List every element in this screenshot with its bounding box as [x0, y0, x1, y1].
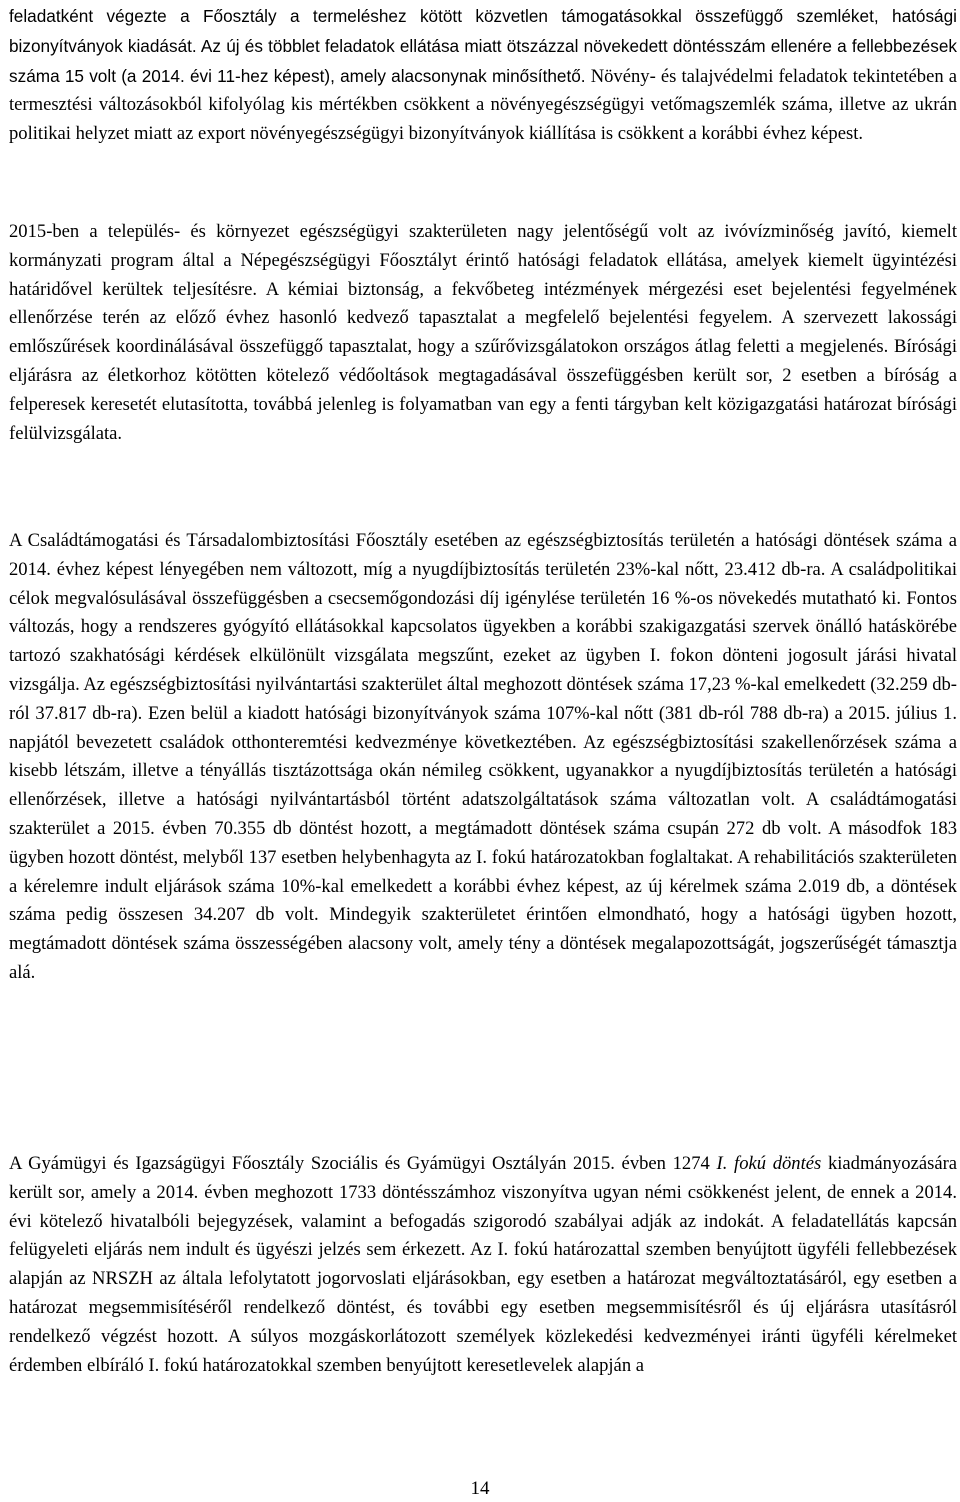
- paragraph-text-serif: Növény- és talajvédelmi feladatok tekintetében a termesztési változásokból kifolyólag kis mértékben csökkent a növényegészségügyi vetőmagszemlék száma, illetve az ukrán politikai helyzet miatt az export növényegészségügyi bizonyítványok kiállítása is csökkent a korábbi évhez képest.: [9, 65, 957, 145]
- paragraph-text-part-1: A Gyámügyi és Igazságügyi Főosztály Szociális és Gyámügyi Osztályán 2015. évben 1274: [9, 1153, 710, 1174]
- paragraph-text-part-2: kiadmányozására került sor, amely a 2014. évben meghozott 1733 döntésszámhoz viszonyítva ugyan némi csökkenést jelent, de ennek a 2014. évi kötelező hivatalbóli bejegyzések, valamint a befogadás szigorodó szabályai adják az indokát. A feladatellátás kapcsán felügyeleti eljárás nem indult és ügyészi jelzés sem érkezett. Az I. fokú határozattal szemben benyújtott ügyféli fellebbezések alapján az NRSZH az általa lefolytatott jogorvoslati eljárásokban, egy esetben a határozat megváltoztatásáról, egy esetben a határozat megsemmisítéséről rendelkező döntést, és további egy esetben megsemmisítésről és új eljárásra utasításról rendelkező végzést hozott. A súlyos mozgáskorlátozott személyek közlekedési kedvezményei iránti ügyféli kérelmeket érdemben elbíráló I. fokú határozatokkal szemben benyújtott keresetlevelek alapján a: [9, 1153, 958, 1376]
- paragraph-text-sans: feladatként végezte a Főosztály a termeléshez kötött közvetlen támogatásokkal összefüggő szemléket, hatósági bizonyítványok kiadását. Az új és többlet feladatok ellátása miatt ötszázzal növekedett döntésszám ellenére a fellebbezések száma 15 volt (a 2014. évi 11-hez képest), amely alacsonynak minősíthető.: [9, 6, 957, 86]
- paragraph-guardianship: [9, 1150, 957, 1380]
- paragraph-plant-health: [9, 2, 957, 149]
- paragraph-text: A Családtámogatási és Társadalombiztosítási Főosztály esetében az egészségbiztosítás területén a hatósági döntések száma a 2014. évhez képest lényegében nem változott, míg a nyugdíjbiztosítás területén 23%-kal nőtt, 23.412 db-ra. A családpolitikai célok megvalósulásával összefüggésben a csecsemőgondozási díj igénylése területén 16 %-os növekedés mutatható ki. Fontos változás, hogy a rendszeres gyógyító ellátásokkal kapcsolatos ügyekben a korábbi szakigazgatási szervek önálló hatáskörébe tartozó szakhatósági kérdések elkülönült vizsgálata megszűnt, ezeket az ügyben I. fokon dönteni jogosult járási hivatal vizsgálja. Az egészségbiztosítási nyilvántartási szakterület által meghozott döntések száma 17,23 %-kal emelkedett (32.259 db-ról 37.817 db-ra). Ezen belül a kiadott hatósági bizonyítványok száma 107%-kal nőtt (381 db-ról 788 db-ra) a 2015. július 1. napjától bevezetett családok otthonteremtési kedvezménye következtében. Az egészségbiztosítási szakellenőrzések száma a kisebb létszám, illetve a tényállás tisztázottsága okán némileg csökkent, ugyanakkor a nyugdíjbiztosítás területén a hatósági ellenőrzések, illetve a hatósági nyilvántartásból történt adatszolgáltatások száma változatlan volt. A családtámogatási szakterület a 2015. évben 70.355 db döntést hozott, a megtámadott döntések száma csupán 272 db volt. A másodfok 183 ügyben hozott döntést, melyből 137 esetben helybenhagyta az I. fokú határozatokban foglaltakat. A rehabilitációs szakterületen a kérelemre indult eljárások száma 10%-kal emelkedett a korábbi évhez képest, az új kérelmek száma 2.019 db, a döntések száma pedig összesen 34.207 db volt. Mindegyik szakterületet érintően elmondható, hogy a hatósági ügyben hozott, megtámadott döntések száma összességében alacsony volt, amely tény a döntések megalapozottságát, jogszerűségét támasztja alá.: [9, 530, 957, 983]
- paragraph-text: 2015-ben a település- és környezet egészségügyi szakterületen nagy jelentőségű volt az ivóvízminőség javító, kiemelt kormányzati program által a Népegészségügyi Főosztályt érintő hatósági feladatok ellátása, amelyek kiemelt ügyintézési határidővel kerültek teljesítésre. A kémiai biztonság, a fekvőbeteg intézmények mérgezési eset bejelentési fegyelmének ellenőrzése terén az előző évhez hasonló kedvező tapasztalat a megfelelő bejelentési fegyelem. A szervezett lakossági emlőszűrések koordinálásával összefüggő tapasztalat, hogy a szűrővizsgálatokon országos átlag feletti a megjelenés. Bírósági eljárásra az életkorhoz kötötten kötelező védőoltások megtagadásával összefüggésben került sor, 2 esetben a bíróság a felperesek keresetét elutasította, továbbá jelenleg is folyamatban van egy a fenti tárgyban kelt közigazgatási határozat bírósági felülvizsgálata.: [9, 221, 957, 444]
- paragraph-text-italic: I. fokú döntés: [716, 1153, 822, 1174]
- page-number: 14: [470, 1478, 490, 1499]
- paragraph-family-support: [9, 527, 957, 988]
- paragraph-public-health: [9, 218, 957, 448]
